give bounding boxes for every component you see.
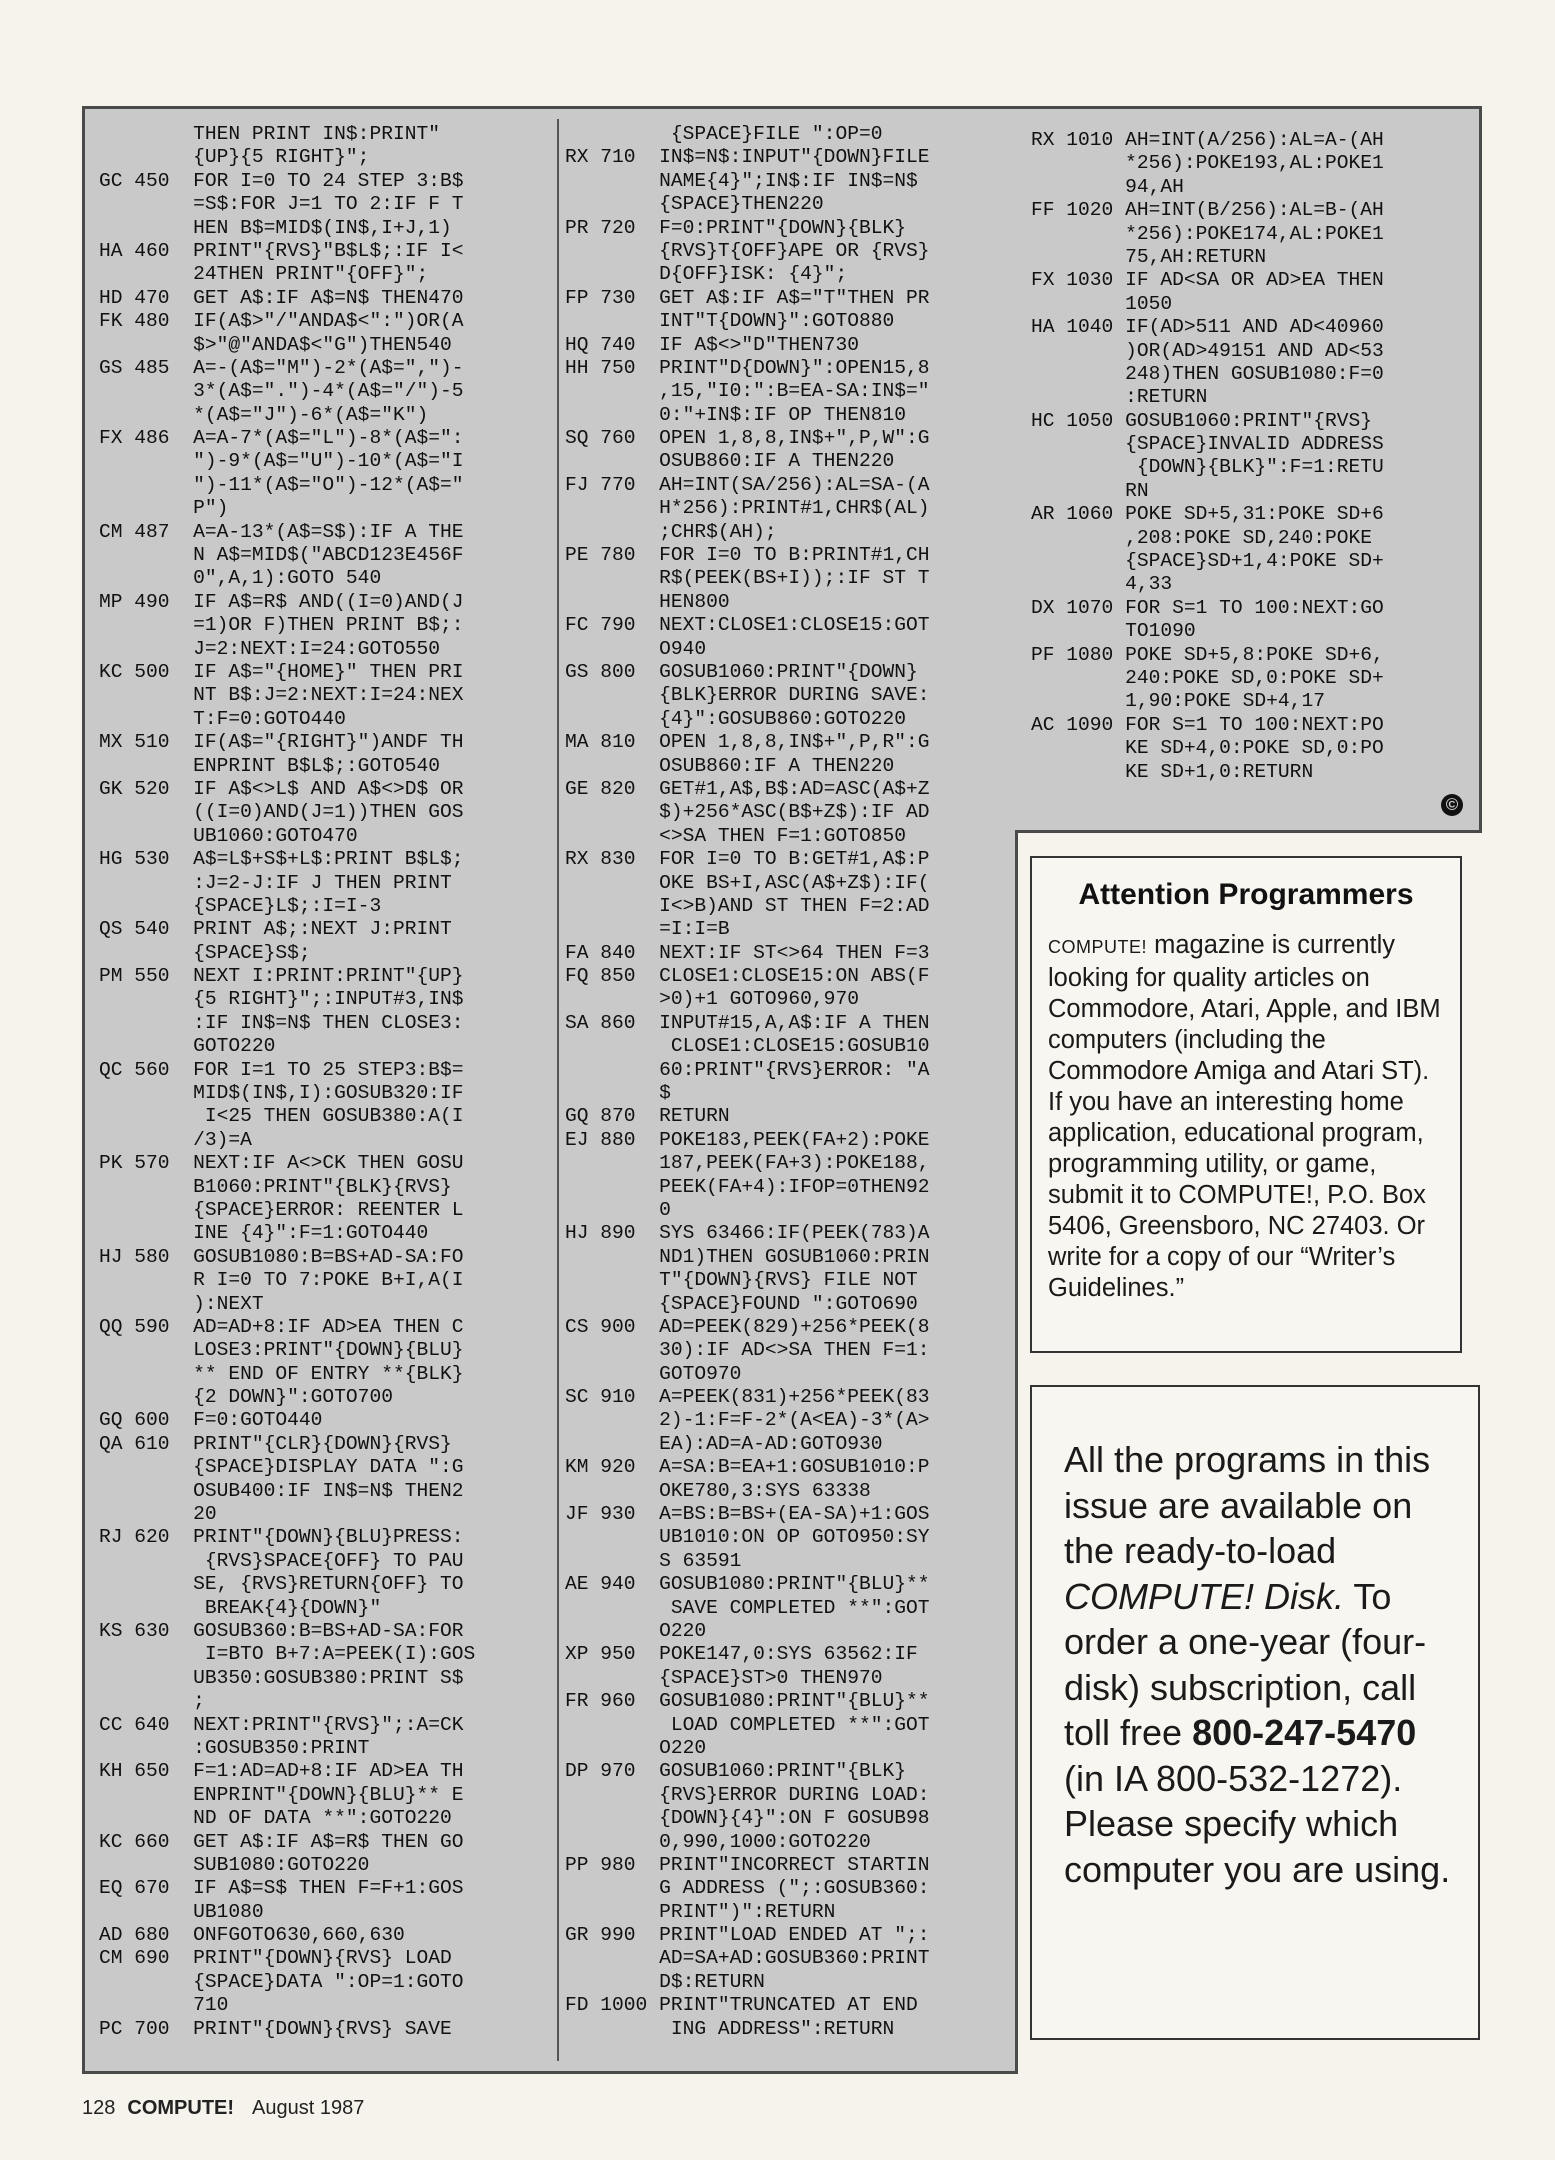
code-line: R I=0 TO 7:POKE B+I,A(I bbox=[99, 1269, 464, 1292]
listing-column-2 bbox=[565, 123, 930, 2041]
code-line: ENPRINT B$L$;:GOTO540 bbox=[99, 754, 440, 777]
code-line: EA):AD=A-AD:GOTO930 bbox=[565, 1432, 883, 1455]
code-line: 710 bbox=[99, 1994, 229, 2017]
code-line: UB350:GOSUB380:PRINT S$ bbox=[99, 1666, 464, 1689]
code-line: T:F=0:GOTO440 bbox=[99, 707, 346, 730]
code-line: THEN PRINT IN$:PRINT" bbox=[99, 123, 440, 145]
code-line: *256):POKE174,AL:POKE1 bbox=[1031, 222, 1384, 245]
code-line: GE 820 GET#1,A$,B$:AD=ASC(A$+Z bbox=[565, 777, 930, 800]
code-line: CLOSE1:CLOSE15:GOSUB10 bbox=[565, 1035, 930, 1058]
code-line: {BLK}ERROR DURING SAVE: bbox=[565, 684, 930, 707]
code-line: HEN800 bbox=[565, 590, 730, 613]
program-listing-continued bbox=[1015, 106, 1482, 833]
code-line: {UP}{5 RIGHT}"; bbox=[99, 146, 370, 169]
code-line: PEEK(FA+4):IFOP=0THEN92 bbox=[565, 1175, 930, 1198]
code-line: INT"T{DOWN}":GOTO880 bbox=[565, 310, 895, 333]
code-line: SUB1080:GOTO220 bbox=[99, 1853, 370, 1876]
code-line: HD 470 GET A$:IF A$=N$ THEN470 bbox=[99, 286, 464, 309]
code-line: LOAD COMPLETED **":GOT bbox=[565, 1713, 930, 1736]
code-line: R$(PEEK(BS+I));:IF ST T bbox=[565, 567, 930, 590]
code-line: $>"@"ANDA$<"G")THEN540 bbox=[99, 333, 452, 356]
code-line: UB1080 bbox=[99, 1900, 264, 1923]
code-line: KM 920 A=SA:B=EA+1:GOSUB1010:P bbox=[565, 1456, 930, 1479]
code-line: SQ 760 OPEN 1,8,8,IN$+",P,W":G bbox=[565, 427, 930, 450]
code-line: CC 640 NEXT:PRINT"{RVS}";:A=CK bbox=[99, 1713, 464, 1736]
code-line: LOSE3:PRINT"{DOWN}{BLU} bbox=[99, 1339, 464, 1362]
code-line: {SPACE}ST>0 THEN970 bbox=[565, 1666, 883, 1689]
code-line: GQ 870 RETURN bbox=[565, 1105, 730, 1128]
code-line: SC 910 A=PEEK(831)+256*PEEK(83 bbox=[565, 1386, 930, 1409]
code-line: UB1010:ON OP GOTO950:SY bbox=[565, 1526, 930, 1549]
code-line: {4}":GOSUB860:GOTO220 bbox=[565, 707, 906, 730]
code-line: 20 bbox=[99, 1503, 217, 1526]
code-line: ING ADDRESS":RETURN bbox=[565, 2017, 895, 2040]
code-line: D$:RETURN bbox=[565, 1970, 765, 1993]
code-line: ND OF DATA **":GOTO220 bbox=[99, 1807, 452, 1830]
attention-body bbox=[1048, 930, 1444, 1304]
code-line: AD=SA+AD:GOSUB360:PRINT bbox=[565, 1947, 930, 1970]
code-line: SE, {RVS}RETURN{OFF} TO bbox=[99, 1573, 464, 1596]
code-line: {RVS}ERROR DURING LOAD: bbox=[565, 1783, 930, 1806]
code-line: J=2:NEXT:I=24:GOTO550 bbox=[99, 637, 440, 660]
attention-programmers-box bbox=[1030, 856, 1462, 1353]
code-line: FJ 770 AH=INT(SA/256):AL=SA-(A bbox=[565, 473, 930, 496]
code-line: {SPACE}FILE ":OP=0 bbox=[565, 123, 883, 145]
code-line: GS 800 GOSUB1060:PRINT"{DOWN} bbox=[565, 660, 918, 683]
code-line: PR 720 F=0:PRINT"{DOWN}{BLK} bbox=[565, 216, 906, 239]
code-line: AR 1060 POKE SD+5,31:POKE SD+6 bbox=[1031, 503, 1384, 526]
code-line: AC 1090 FOR S=1 TO 100:NEXT:PO bbox=[1031, 713, 1384, 736]
code-line: {5 RIGHT}";:INPUT#3,IN$ bbox=[99, 988, 464, 1011]
code-line: G ADDRESS (";:GOSUB360: bbox=[565, 1877, 930, 1900]
code-line: {RVS}SPACE{OFF} TO PAU bbox=[99, 1549, 464, 1572]
code-line: HJ 580 GOSUB1080:B=BS+AD-SA:FO bbox=[99, 1245, 464, 1268]
code-line: KC 660 GET A$:IF A$=R$ THEN GO bbox=[99, 1830, 464, 1853]
code-line: RX 1010 AH=INT(A/256):AL=A-(AH bbox=[1031, 129, 1384, 151]
copyright-icon: © bbox=[1441, 794, 1463, 816]
code-line: B1060:PRINT"{BLK}{RVS} bbox=[99, 1175, 452, 1198]
code-line: $)+256*ASC(B$+Z$):IF AD bbox=[565, 801, 930, 824]
code-line: RJ 620 PRINT"{DOWN}{BLU}PRESS: bbox=[99, 1526, 464, 1549]
code-line: RX 710 IN$=N$:INPUT"{DOWN}FILE bbox=[565, 146, 930, 169]
code-line: EQ 670 IF A$=S$ THEN F=F+1:GOS bbox=[99, 1877, 464, 1900]
code-line: KE SD+1,0:RETURN bbox=[1031, 760, 1314, 783]
code-line: HJ 890 SYS 63466:IF(PEEK(783)A bbox=[565, 1222, 930, 1245]
code-line: HA 1040 IF(AD>511 AND AD<40960 bbox=[1031, 316, 1384, 339]
attention-text: magazine is currently looking for quality articles on Commodore, Atari, Apple, and IBM computers (including the Commodore Amiga and Atari ST). If you have an interesting home application, educational program, programming utility, or game, submit it to COMPUTE!, P.O. Box 5406, Greensboro, NC 27403. Or write for a copy of our “Writer’s Guidelines.” bbox=[1048, 931, 1441, 1302]
code-line: I<>B)AND ST THEN F=2:AD bbox=[565, 894, 930, 917]
code-line: GQ 600 F=0:GOTO440 bbox=[99, 1409, 323, 1432]
code-line: QS 540 PRINT A$;:NEXT J:PRINT bbox=[99, 918, 452, 941]
disk-product-name: COMPUTE! Disk. bbox=[1064, 1575, 1345, 1617]
code-line: EJ 880 POKE183,PEEK(FA+2):POKE bbox=[565, 1128, 930, 1151]
code-line: 30):IF AD<>SA THEN F=1: bbox=[565, 1339, 930, 1362]
code-line: MP 490 IF A$=R$ AND((I=0)AND(J bbox=[99, 590, 464, 613]
code-line: :GOSUB350:PRINT bbox=[99, 1736, 370, 1759]
code-line: FX 486 A=A-7*(A$="L")-8*(A$=": bbox=[99, 427, 464, 450]
code-line: 0:"+IN$:IF OP THEN810 bbox=[565, 403, 906, 426]
code-line: GC 450 FOR I=0 TO 24 STEP 3:B$ bbox=[99, 169, 464, 192]
code-line: T"{DOWN}{RVS} FILE NOT bbox=[565, 1269, 918, 1292]
code-line: INE {4}":F=1:GOTO440 bbox=[99, 1222, 429, 1245]
code-line: DX 1070 FOR S=1 TO 100:NEXT:GO bbox=[1031, 596, 1384, 619]
column-divider bbox=[557, 119, 559, 2061]
code-line: {SPACE}S$; bbox=[99, 941, 311, 964]
code-line: GR 990 PRINT"LOAD ENDED AT ";: bbox=[565, 1924, 930, 1947]
disk-offer-box bbox=[1030, 1385, 1480, 2040]
code-line: *256):POKE193,AL:POKE1 bbox=[1031, 152, 1384, 175]
code-line: ")-9*(A$="U")-10*(A$="I bbox=[99, 450, 464, 473]
code-line: {SPACE}FOUND ":GOTO690 bbox=[565, 1292, 918, 1315]
code-line: ")-11*(A$="O")-12*(A$=" bbox=[99, 473, 464, 496]
code-line: SAVE COMPLETED **":GOT bbox=[565, 1596, 930, 1619]
listing-column-3 bbox=[1031, 129, 1384, 784]
code-line: 1,90:POKE SD+4,17 bbox=[1031, 690, 1325, 713]
code-line: GS 485 A=-(A$="M")-2*(A$=",")- bbox=[99, 356, 464, 379]
code-line: FQ 850 CLOSE1:CLOSE15:ON ABS(F bbox=[565, 965, 930, 988]
code-line: PC 700 PRINT"{DOWN}{RVS} SAVE bbox=[99, 2017, 452, 2040]
code-line: 248)THEN GOSUB1080:F=0 bbox=[1031, 362, 1384, 385]
code-line: I=BTO B+7:A=PEEK(I):GOS bbox=[99, 1643, 476, 1666]
code-line: HH 750 PRINT"D{DOWN}":OPEN15,8 bbox=[565, 356, 930, 379]
code-line: I<25 THEN GOSUB380:A(I bbox=[99, 1105, 464, 1128]
code-line: ND1)THEN GOSUB1060:PRIN bbox=[565, 1245, 930, 1268]
code-line: KC 500 IF A$="{HOME}" THEN PRI bbox=[99, 660, 464, 683]
code-line: PK 570 NEXT:IF A<>CK THEN GOSU bbox=[99, 1152, 464, 1175]
code-line: O940 bbox=[565, 637, 707, 660]
toll-free-phone: 800-247-5470 bbox=[1192, 1712, 1417, 1753]
code-line: ):NEXT bbox=[99, 1292, 264, 1315]
code-line: {SPACE}ERROR: REENTER L bbox=[99, 1198, 464, 1221]
code-line: NT B$:J=2:NEXT:I=24:NEX bbox=[99, 684, 464, 707]
code-line: QQ 590 AD=AD+8:IF AD>EA THEN C bbox=[99, 1315, 464, 1338]
code-line: AD 680 ONFGOTO630,660,630 bbox=[99, 1924, 405, 1947]
code-line: 1050 bbox=[1031, 292, 1173, 315]
code-line: FP 730 GET A$:IF A$="T"THEN PR bbox=[565, 286, 930, 309]
code-line: O220 bbox=[565, 1736, 707, 1759]
code-line: {SPACE}THEN220 bbox=[565, 193, 824, 216]
code-line: QA 610 PRINT"{CLR}{DOWN}{RVS} bbox=[99, 1432, 452, 1455]
code-line: CM 690 PRINT"{DOWN}{RVS} LOAD bbox=[99, 1947, 452, 1970]
page-number: 128 bbox=[82, 2097, 116, 2119]
code-line: BREAK{4}{DOWN}" bbox=[99, 1596, 382, 1619]
code-line: CS 900 AD=PEEK(829)+256*PEEK(8 bbox=[565, 1315, 930, 1338]
disk-offer-text bbox=[1064, 1437, 1456, 1892]
code-line: FX 1030 IF AD<SA OR AD>EA THEN bbox=[1031, 269, 1384, 292]
code-line: OSUB400:IF IN$=N$ THEN2 bbox=[99, 1479, 464, 1502]
code-line: 24THEN PRINT"{OFF}"; bbox=[99, 263, 429, 286]
code-line: XP 950 POKE147,0:SYS 63562:IF bbox=[565, 1643, 918, 1666]
code-line: HG 530 A$=L$+S$+L$:PRINT B$L$; bbox=[99, 848, 464, 871]
code-line: OSUB860:IF A THEN220 bbox=[565, 450, 895, 473]
code-line: GK 520 IF A$<>L$ AND A$<>D$ OR bbox=[99, 777, 464, 800]
code-line: :IF IN$=N$ THEN CLOSE3: bbox=[99, 1011, 464, 1034]
code-line: CM 487 A=A-13*(A$=S$):IF A THE bbox=[99, 520, 464, 543]
attention-title: Attention Programmers bbox=[1078, 878, 1414, 911]
code-line: HQ 740 IF A$<>"D"THEN730 bbox=[565, 333, 859, 356]
code-line: {DOWN}{4}":ON F GOSUB98 bbox=[565, 1807, 930, 1830]
code-line: {SPACE}DISPLAY DATA ":G bbox=[99, 1456, 464, 1479]
code-line: :J=2-J:IF J THEN PRINT bbox=[99, 871, 452, 894]
code-line: <>SA THEN F=1:GOTO850 bbox=[565, 824, 906, 847]
code-line: RN bbox=[1031, 479, 1149, 502]
disk-offer-part1: All the programs in this issue are available on the ready-to-load bbox=[1064, 1439, 1431, 1571]
code-line: >0)+1 GOTO960,970 bbox=[565, 988, 859, 1011]
code-line: =1)OR F)THEN PRINT B$;: bbox=[99, 614, 464, 637]
code-line: NAME{4}";IN$:IF IN$=N$ bbox=[565, 169, 918, 192]
code-line: ,15,"I0:":B=EA-SA:IN$=" bbox=[565, 380, 930, 403]
code-line: :RETURN bbox=[1031, 386, 1208, 409]
code-line: OKE780,3:SYS 63338 bbox=[565, 1479, 871, 1502]
code-line: MX 510 IF(A$="{RIGHT}")ANDF TH bbox=[99, 731, 464, 754]
code-line: KE SD+4,0:POKE SD,0:PO bbox=[1031, 737, 1384, 760]
code-line: 60:PRINT"{RVS}ERROR: "A bbox=[565, 1058, 930, 1081]
code-line: ** END OF ENTRY **{BLK} bbox=[99, 1362, 464, 1385]
issue-date: August 1987 bbox=[252, 2097, 365, 2119]
code-line: P") bbox=[99, 497, 229, 520]
code-line: )OR(AD>49151 AND AD<53 bbox=[1031, 339, 1384, 362]
code-line: H*256):PRINT#1,CHR$(AL) bbox=[565, 497, 930, 520]
code-line: KH 650 F=1:AD=AD+8:IF AD>EA TH bbox=[99, 1760, 464, 1783]
code-line: {2 DOWN}":GOTO700 bbox=[99, 1386, 393, 1409]
program-listing bbox=[82, 106, 1018, 2074]
code-line: MA 810 OPEN 1,8,8,IN$+",P,R":G bbox=[565, 731, 930, 754]
code-line: D{OFF}ISK: {4}"; bbox=[565, 263, 848, 286]
code-line: 0 bbox=[565, 1198, 671, 1221]
code-line: ;CHR$(AH); bbox=[565, 520, 777, 543]
page-footer bbox=[82, 2097, 364, 2120]
code-line: OSUB860:IF A THEN220 bbox=[565, 754, 895, 777]
code-line: HC 1050 GOSUB1060:PRINT"{RVS} bbox=[1031, 409, 1372, 432]
code-line: =I:I=B bbox=[565, 918, 730, 941]
code-line: /3)=A bbox=[99, 1128, 252, 1151]
code-line: TO1090 bbox=[1031, 620, 1196, 643]
code-line: ; bbox=[99, 1690, 205, 1713]
code-line: SA 860 INPUT#15,A,A$:IF A THEN bbox=[565, 1011, 930, 1034]
code-line: {SPACE}SD+1,4:POKE SD+ bbox=[1031, 550, 1384, 573]
code-line: PF 1080 POKE SD+5,8:POKE SD+6, bbox=[1031, 643, 1384, 666]
footer-magazine-name: COMPUTE! bbox=[127, 2097, 235, 2119]
code-line: HA 460 PRINT"{RVS}"B$L$;:IF I< bbox=[99, 239, 464, 262]
code-line: PE 780 FOR I=0 TO B:PRINT#1,CH bbox=[565, 544, 930, 567]
code-line: FC 790 NEXT:CLOSE1:CLOSE15:GOT bbox=[565, 614, 930, 637]
code-line: FD 1000 PRINT"TRUNCATED AT END bbox=[565, 1994, 918, 2017]
code-line: 94,AH bbox=[1031, 175, 1184, 198]
code-line: O220 bbox=[565, 1620, 707, 1642]
code-line: PRINT")":RETURN bbox=[565, 1900, 836, 1923]
disk-offer-part2: To order a one-year (four-disk) subscription, call toll free bbox=[1064, 1575, 1427, 1753]
code-line: 4,33 bbox=[1031, 573, 1173, 596]
code-line: ((I=0)AND(J=1))THEN GOS bbox=[99, 801, 464, 824]
code-line: UB1060:GOTO470 bbox=[99, 824, 358, 847]
code-line: {DOWN}{BLK}":F=1:RETU bbox=[1031, 456, 1384, 479]
code-line: 75,AH:RETURN bbox=[1031, 245, 1267, 268]
code-line: FF 1020 AH=INT(B/256):AL=B-(AH bbox=[1031, 199, 1384, 222]
disk-offer-part3: (in IA 800-532-1272). Please specify which computer you are using. bbox=[1064, 1757, 1451, 1890]
code-line: MID$(IN$,I):GOSUB320:IF bbox=[99, 1082, 464, 1105]
code-line: {SPACE}DATA ":OP=1:GOTO bbox=[99, 1970, 464, 1993]
code-line: PP 980 PRINT"INCORRECT STARTIN bbox=[565, 1853, 930, 1876]
code-line: 240:POKE SD,0:POKE SD+ bbox=[1031, 666, 1384, 689]
code-line: 2)-1:F=F-2*(A<EA)-3*(A> bbox=[565, 1409, 930, 1432]
code-line: GOTO970 bbox=[565, 1362, 742, 1385]
code-line: JF 930 A=BS:B=BS+(EA-SA)+1:GOS bbox=[565, 1503, 930, 1526]
code-line: 0",A,1):GOTO 540 bbox=[99, 567, 382, 590]
code-line: OKE BS+I,ASC(A$+Z$):IF( bbox=[565, 871, 930, 894]
code-line: FR 960 GOSUB1080:PRINT"{BLU}** bbox=[565, 1690, 930, 1713]
code-line: ENPRINT"{DOWN}{BLU}** E bbox=[99, 1783, 464, 1806]
code-line: HEN B$=MID$(IN$,I+J,1) bbox=[99, 216, 452, 239]
code-line: N A$=MID$("ABCD123E456F bbox=[99, 544, 464, 567]
listing-column-1 bbox=[99, 123, 475, 2041]
code-line: 0,990,1000:GOTO220 bbox=[565, 1830, 871, 1853]
magazine-name: COMPUTE! bbox=[1048, 937, 1148, 957]
code-line: 3*(A$=".")-4*(A$="/")-5 bbox=[99, 380, 464, 403]
code-line: S 63591 bbox=[565, 1549, 742, 1572]
code-line: DP 970 GOSUB1060:PRINT"{BLK} bbox=[565, 1760, 906, 1783]
code-line: PM 550 NEXT I:PRINT:PRINT"{UP} bbox=[99, 965, 464, 988]
code-line: FK 480 IF(A$>"/"ANDA$<":")OR(A bbox=[99, 310, 464, 333]
code-line: *(A$="J")-6*(A$="K") bbox=[99, 403, 429, 426]
code-line: {SPACE}L$;:I=I-3 bbox=[99, 894, 382, 917]
code-line: =S$:FOR J=1 TO 2:IF F T bbox=[99, 193, 464, 216]
code-line: $ bbox=[565, 1082, 671, 1105]
code-line: GOTO220 bbox=[99, 1035, 276, 1058]
code-line: QC 560 FOR I=1 TO 25 STEP3:B$= bbox=[99, 1058, 464, 1081]
code-line: {SPACE}INVALID ADDRESS bbox=[1031, 433, 1384, 456]
code-line: 187,PEEK(FA+3):POKE188, bbox=[565, 1152, 930, 1175]
code-line: {RVS}T{OFF}APE OR {RVS} bbox=[565, 239, 930, 262]
code-line: AE 940 GOSUB1080:PRINT"{BLU}** bbox=[565, 1573, 930, 1596]
code-line: ,208:POKE SD,240:POKE bbox=[1031, 526, 1372, 549]
code-line: FA 840 NEXT:IF ST<>64 THEN F=3 bbox=[565, 941, 930, 964]
code-line: RX 830 FOR I=0 TO B:GET#1,A$:P bbox=[565, 848, 930, 871]
code-line: KS 630 GOSUB360:B=BS+AD-SA:FOR bbox=[99, 1620, 464, 1642]
